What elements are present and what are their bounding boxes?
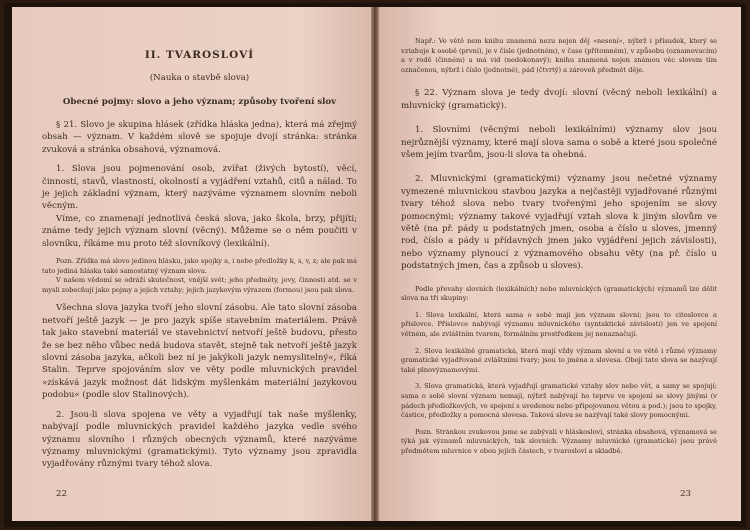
page-number-left: 22	[56, 489, 67, 499]
right-page	[379, 7, 741, 521]
note-sound-side: Pozn. Stránkou zvukovou jsme se zabývali v hláskosloví, stránka obsahová, významová se týká jak významů mluvnických, tak slovních. Významy mluvnické (gramatické) jsou právě předmětem mluvnice v obou jejích částech, v tvarosloví a skladbě.	[401, 427, 717, 455]
section-heading: Obecné pojmy: slovo a jeho význam; způsoby tvoření slov	[62, 97, 337, 107]
note-single-sound: Pozn. Zřídka má slovo jedinou hlásku, jako spojky a, i nebo předložky k, s, v, z; ale pak má tato jediná hláska také samostatný význam slova.	[42, 257, 357, 275]
paragraph-grammatical-meaning-2: 2. Mluvnickými (gramatickými) významy jsou nečetné významy vymezené mluvnickou stavbou jazyka a nejčastěji vyjadřované různými tvary téhož slova nebo tvary tvořenými jeho spojením se slovy pomocnými; významy takové vyjadřují vztah slova k jiným slovům ve větě (na př. pády u podstatných jmen, osoba a číslo u sloves, jmenný rod, číslo a pády u přídavných jmen jako vyjádření jejich závislosti), nebo významy plynoucí z významového obsahu věty (na př. číslo u podstatných jmen, čas a způsob u sloves).	[401, 174, 717, 272]
paragraph-vocabulary: Všechna slova jazyka tvoří jeho slovní zásobu. Ale tato slovní zásoba netvoří ještě jazyk — je pro jazyk spíše stavebním materiálem. Právě tak jako stavební materiál ve stavebnictví netvoří ještě budovu, přesto že se bez něho vůbec nedá budova stavět, stejně tak netvoří ještě jazyk slovní zásoba jazyka, ačkoli bez ní je jakýkoli jazyk nemyslitelný«, říká Stalin. Teprve spojováním slov ve věty podle mluvnických pravidel »získává jazyk možnost dát lidským myšlenkám materiální jazykovou podobu« (podle slov Stalinových).	[42, 303, 357, 401]
paragraph-meaning-1: 1. Slova jsou pojmenování osob, zvířat (živých bytostí), věcí, činností, stavů, vlastností, okolností a vyjádření vztahů, citů a nálad. To je jejich základní význam, který nazýváme významem slovním neboli věcným.	[42, 164, 357, 212]
left-page	[12, 7, 371, 521]
chapter-title: II. TVAROSLOVÍ	[144, 49, 255, 61]
paragraph-22: § 22. Význam slova je tedy dvojí: slovní (věcný neboli lexikální) a mluvnický (gramatický).	[401, 88, 717, 111]
note-example: Např.: Ve větě nem knihu znamená nezu nejen děj »nesení«, nýbrž i přísudek, který se vztahuje k osobě (první), je v čísle (jednotném), v čase (přítomném), v způsobu (oznamovacím) a v rodě (činném) a má vid (nedokonavý); knihu znamená nejen známou věc slovem tím označenou, nýbrž i číslo (jednotné), pád (čtvrtý) a zároveň předmět děje.	[401, 37, 717, 74]
paragraph-grammatical-meaning: 2. Jsou-li slova spojena ve věty a vyjadřují tak naše myšlenky, nabývají podle mluvnických pravidel každého jazyka vedle svého významu slovního i různých obecných významů, které nazýváme významy mluvnickými (gramatickými). Tyto významy jsou zpravidla vyjadřovány různými tvary téhož slova.	[42, 409, 357, 470]
chapter-subtitle: (Nauka o stavbě slova)	[149, 73, 250, 83]
book-gutter	[371, 7, 379, 521]
page-number-right: 23	[680, 489, 691, 499]
note-group-grammatical: 3. Slova gramatická, která vyjadřují gramatické vztahy slov nebo vět, a samy se spojují; sama o sobě slovní význam nemají, nýbrž nabývají ho teprve ve spojení se slovy jinými (v pádech předložkových, ve spojení s uvedenou nebo připojovanou větou a pod.); jsou to spojky, částice, předložky a pomocná slovesa. Taková slova se nazývají také slovy pomocnými.	[401, 382, 717, 420]
book-spread	[4, 3, 746, 527]
note-group-lexical-grammatical: 2. Slova lexikálně gramatická, která mají vždy význam slovní a ve větě i různé významy gramatické vyjadřované zvláštními tvary; jsou to jména a slovesa. Obojí tato slova se nazývají také plnovýznamovými.	[401, 346, 717, 374]
paragraph-lexical-meaning: 1. Slovními (věcnými neboli lexikálními) významy slov jsou nejrůznější významy, které mají slova sama o sobě a které jsou společné všem jejím tvarům, jsou-li slova ta ohebná.	[401, 125, 717, 160]
paragraph-meaning-example: Víme, co znamenají jednotlivá česká slova, jako škola, brzy, přijíti; známe tedy jejich význam slovní (věcný). Můžeme se o něm poučiti v slovníku, říkáme mu proto též slovníkový (lexikální).	[42, 213, 357, 249]
note-three-groups: Podle převahy slovních (lexikálních) nebo mluvnických (gramatických) významů lze dělit slova na tři skupiny:	[401, 284, 717, 303]
paragraph-21: § 21. Slovo je skupina hlásek (zřídka hláska jedna), která má zřejmý obsah — význam. V každém slově se spojuje dvojí stránka: stránka zvuková a stránka obsahová, významová.	[42, 120, 357, 155]
note-group-lexical: 1. Slova lexikální, která sama o sobě mají jen význam slovní; jsou to citoslovce a příslovce. Příslovce nabývají významu mluvnického (syntaktické závislosti) jen ve spojení větném, ale zvláštním tvarem, formálním prostředkem jej nenaznačují.	[401, 310, 717, 339]
note-reality: V našem vědomí se odráží skutečnost, vnější svět; jeho předměty, jevy, činnosti atd. se v mysli zobecňují jako pojmy a jejich vztahy; jejich jazykovým výrazem (formou) jsou pak slova.	[42, 276, 357, 294]
